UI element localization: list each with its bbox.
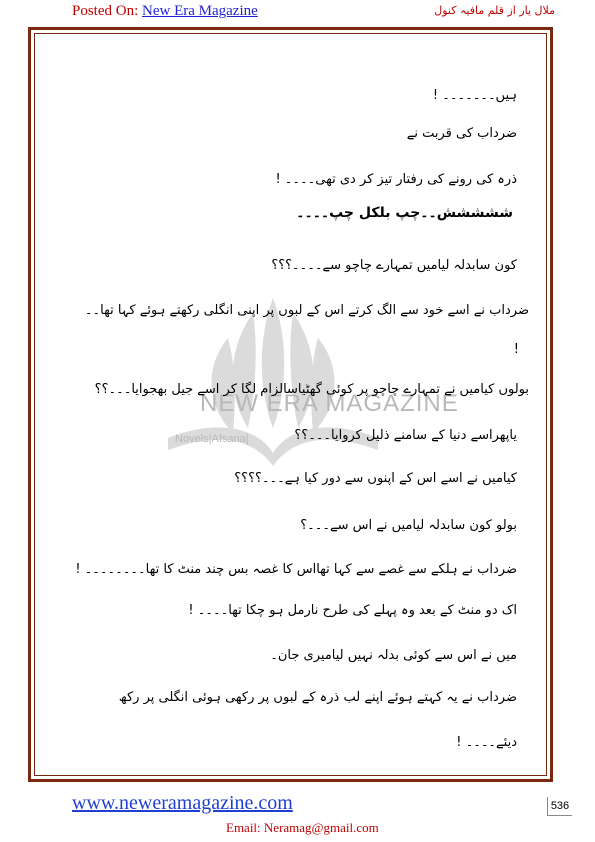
body-line: اک دو منٹ کے بعد وہ پہلے کی طرح نارمل ہو چکا تھا۔۔۔۔ ! (188, 603, 517, 618)
website-link[interactable]: www.neweramagazine.com (72, 792, 293, 814)
body-line: ضرداب نے ہلکے سے غصے سے کہا تھااس کا غصہ بس چند منٹ کا تھا۔۔۔۔۔۔۔۔ ! (75, 562, 517, 577)
body-line: کیامیں نے اسے اس کے اپنوں سے دور کیا ہے۔۔۔؟؟؟؟ (234, 471, 517, 486)
body-line: ششششش۔۔چپ بلکل چپ۔۔۔۔ (296, 205, 513, 221)
posted-on-header (72, 3, 258, 20)
contact-email: Email: Neramag@gmail.com (226, 820, 379, 835)
body-line: ذرہ کی رونے کی رفتار تیز کر دی تھی۔۔۔۔ ! (275, 172, 517, 187)
magazine-link[interactable]: New Era Magazine (142, 3, 258, 19)
body-line: یاپھراسے دنیا کے سامنے ذلیل کروایا۔۔۔؟؟ (294, 428, 517, 443)
watermark-title: NEW ERA MAGAZINE (200, 390, 459, 417)
page-number: 536 (547, 797, 572, 816)
watermark-subtitle: Novels|Afsana| (175, 433, 249, 445)
body-line: ہیں۔۔۔۔۔۔۔ ! (432, 88, 517, 103)
body-line: کون سابدلہ لیامیں تمہارے چاچو سے۔۔۔۔؟؟؟ (271, 258, 517, 273)
body-line: ! (513, 342, 519, 357)
body-line: ضرداب نے یہ کہتے ہوئے اپنے لب ذرہ کے لبوں پر رکھی ہوئی انگلی پر رکھ (118, 690, 517, 705)
body-line: میں نے اس سے کوئی بدلہ نہیں لیامیری جان۔ (270, 648, 517, 663)
body-line: ضرداب کی قربت نے (406, 126, 517, 141)
body-line: دیئے۔۔۔۔ ! (456, 735, 517, 750)
posted-on-label: Posted On: (72, 3, 139, 19)
novel-info: ملال یار از قلم مافیہ کنول (434, 4, 555, 17)
body-line: بولو کون سابدلہ لیامیں نے اس سے۔۔۔؟ (300, 518, 517, 533)
body-line: ضرداب نے اسے خود سے الگ کرتے اس کے لبوں پر اپنی انگلی رکھتے ہوئے کہا تھا۔۔ (84, 303, 529, 318)
body-line: بولوں کیامیں نے تمہارے چاچو پر کوئی گھٹیاسالزام لگا کر اسے جیل بھجوایا۔۔۔؟؟ (94, 382, 529, 397)
